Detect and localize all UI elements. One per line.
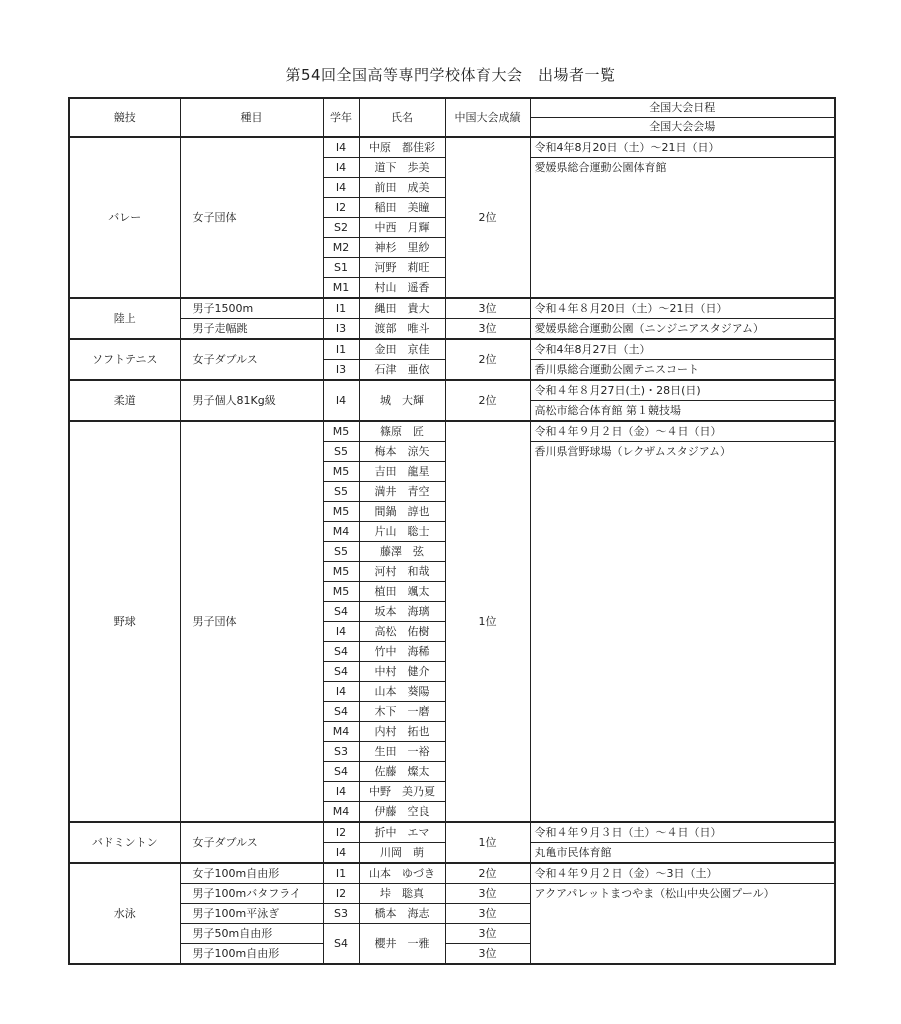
header-sport: 競技 <box>69 98 180 137</box>
event-cell: 女子ダブルス <box>180 822 323 863</box>
event-cell: 男子100m自由形 <box>180 944 323 965</box>
header-name: 氏名 <box>359 98 445 137</box>
name-cell: 金田 京佳 <box>359 339 445 360</box>
name-cell: 河野 莉旺 <box>359 258 445 278</box>
sport-cell: バレー <box>69 137 180 298</box>
result-cell: 3位 <box>445 319 530 340</box>
table-row <box>69 884 835 904</box>
name-cell: 前田 成美 <box>359 178 445 198</box>
year-cell: S2 <box>323 218 359 238</box>
result-cell: 2位 <box>445 137 530 298</box>
table-row <box>69 319 835 340</box>
schedule-cell: 令和４年９月２日（金）～3日（土） <box>530 863 835 884</box>
participants-table <box>68 97 836 965</box>
header-event: 種目 <box>180 98 323 137</box>
year-cell: I3 <box>323 360 359 381</box>
event-cell: 男子個人81Kg級 <box>180 380 323 421</box>
year-cell: I4 <box>323 843 359 864</box>
year-cell: M5 <box>323 421 359 442</box>
result-cell: 3位 <box>445 924 530 944</box>
name-cell: 橋本 海志 <box>359 904 445 924</box>
table-row <box>69 137 835 158</box>
result-cell: 3位 <box>445 884 530 904</box>
sport-cell: 野球 <box>69 421 180 822</box>
name-cell: 折中 エマ <box>359 822 445 843</box>
table-row <box>69 421 835 442</box>
year-cell: M4 <box>323 522 359 542</box>
year-cell: S1 <box>323 258 359 278</box>
year-cell: M4 <box>323 722 359 742</box>
header-regional: 中国大会成績 <box>445 98 530 137</box>
sport-cell: 陸上 <box>69 298 180 339</box>
year-cell: I4 <box>323 137 359 158</box>
event-cell: 男子100m平泳ぎ <box>180 904 323 924</box>
event-cell: 男子団体 <box>180 421 323 822</box>
year-cell: M1 <box>323 278 359 299</box>
year-cell: S4 <box>323 702 359 722</box>
year-cell: M2 <box>323 238 359 258</box>
schedule-cell: 令和4年8月27日（土） <box>530 339 835 360</box>
table-row <box>69 863 835 884</box>
name-cell: 生田 一裕 <box>359 742 445 762</box>
event-cell: 男子100mバタフライ <box>180 884 323 904</box>
year-cell: S4 <box>323 642 359 662</box>
name-cell: 中村 健介 <box>359 662 445 682</box>
name-cell: 山本 ゆづき <box>359 863 445 884</box>
year-cell: I4 <box>323 158 359 178</box>
year-cell: I4 <box>323 682 359 702</box>
venue-cell: 愛媛県総合運動公園（ニンジニアスタジアム） <box>530 319 835 340</box>
name-cell: 山本 葵陽 <box>359 682 445 702</box>
year-cell: I2 <box>323 198 359 218</box>
name-cell: 内村 拓也 <box>359 722 445 742</box>
name-cell: 稲田 美瞳 <box>359 198 445 218</box>
venue-cell: 香川県総合運動公園テニスコート <box>530 360 835 381</box>
venue-cell: 愛媛県総合運動公園体育館 <box>530 158 835 299</box>
table-row <box>69 380 835 401</box>
name-cell: 間鍋 諄也 <box>359 502 445 522</box>
name-cell: 満井 青空 <box>359 482 445 502</box>
result-cell: 3位 <box>445 904 530 924</box>
name-cell: 神杉 里紗 <box>359 238 445 258</box>
name-cell: 城 大輝 <box>359 380 445 421</box>
result-cell: 3位 <box>445 298 530 319</box>
event-cell: 女子100m自由形 <box>180 863 323 884</box>
year-cell: I4 <box>323 380 359 421</box>
name-cell: 木下 一磨 <box>359 702 445 722</box>
name-cell: 石津 亜依 <box>359 360 445 381</box>
sport-cell: 柔道 <box>69 380 180 421</box>
name-cell: 村山 遥香 <box>359 278 445 299</box>
event-cell: 男子1500m <box>180 298 323 319</box>
schedule-cell: 令和４年９月３日（土）～４日（日） <box>530 822 835 843</box>
result-cell: 2位 <box>445 339 530 380</box>
year-cell: S3 <box>323 904 359 924</box>
sport-cell: ソフトテニス <box>69 339 180 380</box>
year-cell: S4 <box>323 924 359 965</box>
schedule-cell: 令和４年８月20日（土）～21日（日） <box>530 298 835 319</box>
result-cell: 2位 <box>445 380 530 421</box>
header-venue: 全国大会会場 <box>530 118 835 138</box>
result-cell: 3位 <box>445 944 530 965</box>
year-cell: I2 <box>323 884 359 904</box>
table-row <box>69 298 835 319</box>
name-cell: 片山 聡士 <box>359 522 445 542</box>
year-cell: I3 <box>323 319 359 340</box>
venue-cell: 高松市総合体育館 第１競技場 <box>530 401 835 422</box>
name-cell: 中西 月輝 <box>359 218 445 238</box>
name-cell: 川岡 萌 <box>359 843 445 864</box>
year-cell: M4 <box>323 802 359 823</box>
header-year: 学年 <box>323 98 359 137</box>
year-cell: I4 <box>323 178 359 198</box>
year-cell: S4 <box>323 602 359 622</box>
result-cell: 1位 <box>445 421 530 822</box>
year-cell: S4 <box>323 662 359 682</box>
sport-cell: 水泳 <box>69 863 180 964</box>
venue-cell: アクアパレットまつやま（松山中央公園プール） <box>530 884 835 965</box>
name-cell: 中野 美乃夏 <box>359 782 445 802</box>
year-cell: I1 <box>323 863 359 884</box>
year-cell: M5 <box>323 562 359 582</box>
table-row <box>69 339 835 360</box>
page-title: 第54回全国高等専門学校体育大会 出場者一覧 <box>285 66 616 84</box>
sport-cell: バドミントン <box>69 822 180 863</box>
name-cell: 伊藤 空良 <box>359 802 445 823</box>
name-cell: 道下 歩美 <box>359 158 445 178</box>
year-cell: S3 <box>323 742 359 762</box>
name-cell: 縄田 貴大 <box>359 298 445 319</box>
event-cell: 女子ダブルス <box>180 339 323 380</box>
name-cell: 佐藤 燦太 <box>359 762 445 782</box>
name-cell: 中原 都佳彩 <box>359 137 445 158</box>
year-cell: S5 <box>323 542 359 562</box>
name-cell: 梅本 涼矢 <box>359 442 445 462</box>
year-cell: I2 <box>323 822 359 843</box>
result-cell: 1位 <box>445 822 530 863</box>
name-cell: 坂本 海璃 <box>359 602 445 622</box>
name-cell: 竹中 海稀 <box>359 642 445 662</box>
event-cell: 女子団体 <box>180 137 323 298</box>
schedule-cell: 令和4年8月20日（土）～21日（日） <box>530 137 835 158</box>
name-cell: 吉田 龍星 <box>359 462 445 482</box>
name-cell: 河村 和哉 <box>359 562 445 582</box>
year-cell: I1 <box>323 298 359 319</box>
year-cell: S5 <box>323 482 359 502</box>
result-cell: 2位 <box>445 863 530 884</box>
name-cell: 垰 聡真 <box>359 884 445 904</box>
year-cell: M5 <box>323 462 359 482</box>
table-row <box>69 822 835 843</box>
event-cell: 男子50m自由形 <box>180 924 323 944</box>
name-cell: 櫻井 一雅 <box>359 924 445 965</box>
year-cell: S4 <box>323 762 359 782</box>
year-cell: I4 <box>323 782 359 802</box>
year-cell: I1 <box>323 339 359 360</box>
name-cell: 篠原 匠 <box>359 421 445 442</box>
name-cell: 渡部 唯斗 <box>359 319 445 340</box>
header-schedule: 全国大会日程 <box>530 98 835 118</box>
schedule-cell: 令和４年８月27日(土)・28日(日) <box>530 380 835 401</box>
year-cell: S5 <box>323 442 359 462</box>
schedule-cell: 令和４年９月２日（金）～４日（日） <box>530 421 835 442</box>
header-row <box>69 98 835 118</box>
name-cell: 植田 颯太 <box>359 582 445 602</box>
year-cell: M5 <box>323 582 359 602</box>
year-cell: I4 <box>323 622 359 642</box>
venue-cell: 丸亀市民体育館 <box>530 843 835 864</box>
year-cell: M5 <box>323 502 359 522</box>
name-cell: 藤澤 弦 <box>359 542 445 562</box>
venue-cell: 香川県営野球場（レクザムスタジアム） <box>530 442 835 823</box>
name-cell: 高松 佑樹 <box>359 622 445 642</box>
event-cell: 男子走幅跳 <box>180 319 323 340</box>
